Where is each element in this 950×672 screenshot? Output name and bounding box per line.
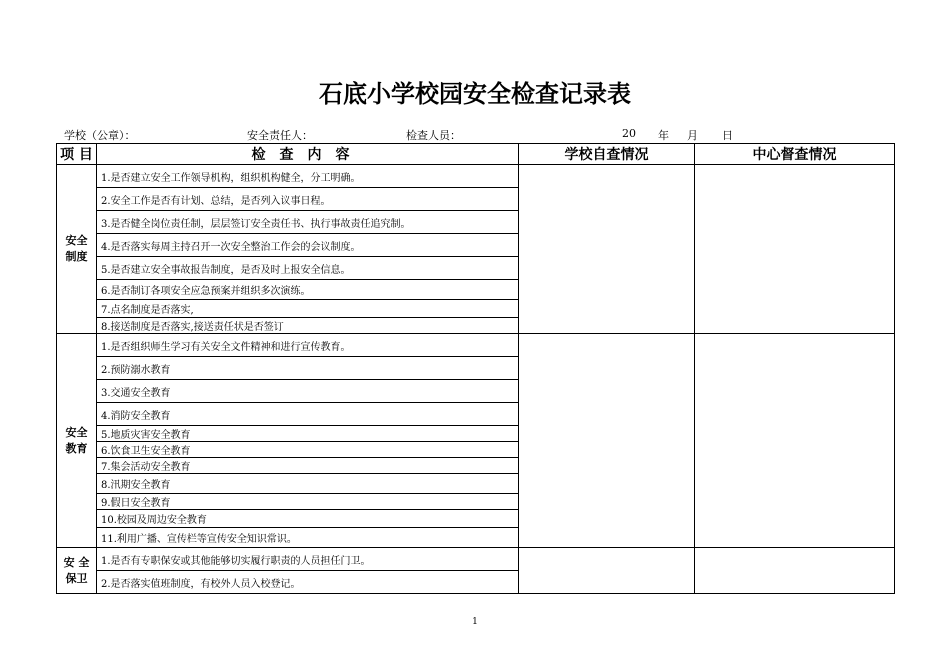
check-item: 1.是否组织师生学习有关安全文件精神和进行宣传教育。 (97, 334, 519, 357)
check-item: 2.预防溺水教育 (97, 357, 519, 380)
table-body (57, 165, 895, 594)
school-seal-label: 学校（公章）： (64, 129, 136, 142)
header-self-check: 学校自查情况 (519, 144, 695, 165)
header-center-check: 中心督查情况 (695, 144, 895, 165)
check-item: 8.汛期安全教育 (97, 474, 519, 494)
check-item: 1.是否有专职保安或其他能够切实履行职责的人员担任门卫。 (97, 548, 519, 571)
date-day-label: 日 (722, 129, 733, 142)
header-item: 项 目 (57, 144, 97, 165)
category-safety-education (57, 334, 97, 548)
page-number: 1 (472, 617, 478, 627)
check-item: 11.利用广播、宣传栏等宣传安全知识常识。 (97, 528, 519, 548)
self-check-cell[interactable] (519, 165, 695, 334)
check-item: 7.集会活动安全教育 (97, 458, 519, 474)
check-item: 6.是否制订各项安全应急预案并组织多次演练。 (97, 280, 519, 300)
check-item: 1.是否建立安全工作领导机构，组织机构健全，分工明确。 (97, 165, 519, 188)
check-item: 2.安全工作是否有计划、总结，是否列入议事日程。 (97, 188, 519, 211)
page-title: 石底小学校园安全检查记录表 (319, 80, 631, 108)
check-item: 4.是否落实每周主持召开一次安全整治工作会的会议制度。 (97, 234, 519, 257)
check-item: 10.校园及周边安全教育 (97, 510, 519, 528)
responsible-person-label: 安全责任人： (247, 129, 313, 142)
table-row (57, 165, 895, 188)
category-label: 安全 (65, 234, 88, 247)
check-item: 3.是否健全岗位责任制，层层签订安全责任书、执行事故责任追究制。 (97, 211, 519, 234)
check-item: 9.假日安全教育 (97, 494, 519, 510)
check-item: 5.地质灾害安全教育 (97, 426, 519, 442)
header-content: 检查内容 (97, 144, 519, 165)
category-label: 制度 (65, 250, 88, 263)
category-label: 保卫 (65, 571, 88, 585)
date-prefix: 20 (622, 127, 636, 140)
self-check-cell[interactable] (519, 548, 695, 594)
category-label: 安全 (65, 425, 88, 439)
center-check-cell[interactable] (695, 548, 895, 594)
center-check-cell[interactable] (695, 334, 895, 548)
check-item: 5.是否建立安全事故报告制度，是否及时上报安全信息。 (97, 257, 519, 280)
table-row (57, 334, 895, 357)
category-safety-security (57, 548, 97, 594)
table-row (57, 548, 895, 571)
date-year-label: 年 (658, 129, 669, 142)
check-item: 8.接送制度是否落实,接送责任状是否签订 (97, 318, 519, 334)
check-item: 4.消防安全教育 (97, 403, 519, 426)
check-item: 6.饮食卫生安全教育 (97, 442, 519, 458)
category-safety-system (57, 165, 97, 334)
check-item: 2.是否落实值班制度，有校外人员入校登记。 (97, 571, 519, 594)
inspector-label: 检查人员： (406, 129, 461, 142)
self-check-cell[interactable] (519, 334, 695, 548)
date-month-label: 月 (687, 129, 698, 142)
center-check-cell[interactable] (695, 165, 895, 334)
inspection-table (56, 143, 895, 594)
category-label: 教育 (65, 441, 88, 455)
check-item: 3.交通安全教育 (97, 380, 519, 403)
table-header-row (57, 144, 895, 165)
check-item: 7.点名制度是否落实, (97, 300, 519, 318)
category-label: 安 全 (63, 555, 90, 569)
